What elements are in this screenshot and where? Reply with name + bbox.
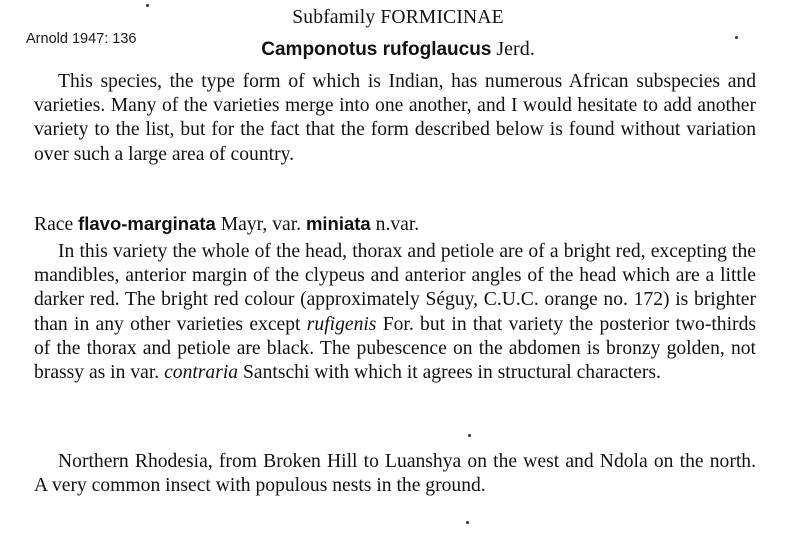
description-text-2: For. but in that variety the posterior two-thirds of the thorax and petiole are black. The pubescence on the abdomen is bronzy golden, not brassy as in var. [34, 313, 756, 384]
distribution-text: Northern Rhodesia, from Broken Hill to Luanshya on the west and Ndola on the north. A very common insect with populous nests in the ground. [34, 451, 756, 497]
species-name: Camponotus rufoglaucus [261, 39, 492, 60]
variety-name: miniata [305, 213, 371, 234]
race-prefix: Race [34, 214, 74, 235]
description-italic-contraria: contraria [164, 362, 239, 384]
species-author: Jerd. [496, 38, 535, 60]
description-italic-rufigenis: rufigenis [306, 313, 377, 335]
subfamily-heading: Subfamily FORMICINAE [292, 7, 504, 28]
variety-status: n.var. [375, 214, 420, 235]
speck-mark [466, 521, 469, 524]
description-text-1: In this variety the whole of the head, thorax and petiole are of a bright red, excepting the mandibles, anterior margin of the clypeus and anterior angles of the head which are a little darker red. The bright red colour (approximately Séguy, C.U.C. orange no. 172) is brighter than in any other varieties except [34, 241, 756, 335]
race-name: flavo-marginata [78, 213, 216, 234]
description-text-3: Santschi with which it agrees in structural characters. [243, 362, 661, 384]
race-author: Mayr, var. [220, 214, 302, 235]
species-heading [0, 38, 796, 61]
intro-paragraph [34, 70, 756, 167]
distribution-paragraph [34, 450, 756, 498]
citation-label: Arnold 1947: 136 [26, 31, 137, 47]
intro-text: This species, the type form of which is Indian, has numerous African subspecies and varieties. Many of the varieties merge into one another, and I would hesitate to add another variety to the list, but for the fact that the form described below is found without variation over such a large area of country. [34, 71, 756, 165]
race-heading [34, 212, 419, 237]
speck-mark [468, 434, 471, 437]
speck-mark [735, 36, 738, 39]
speck-mark [146, 4, 149, 7]
description-paragraph [34, 240, 756, 385]
